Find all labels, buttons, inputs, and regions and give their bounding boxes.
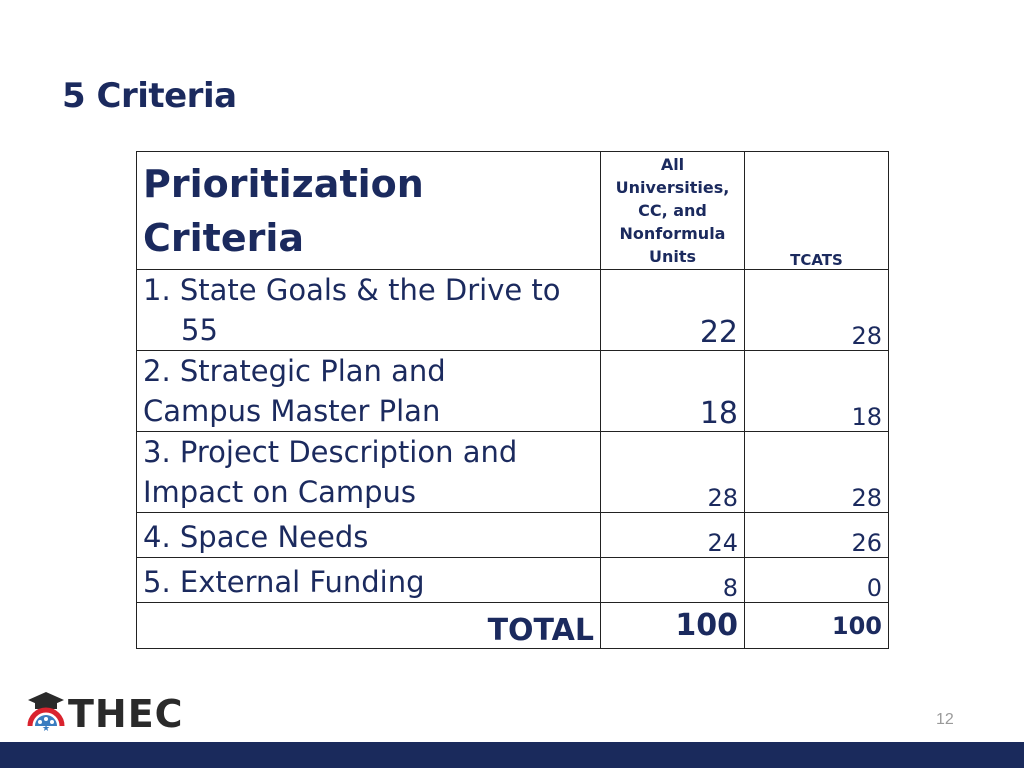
tcats-value: 26 (745, 513, 889, 558)
header-tcats: TCATS (745, 152, 889, 270)
table-header-row (137, 152, 889, 270)
total-label: TOTAL (137, 603, 601, 649)
slide-title: 5 Criteria (62, 76, 237, 116)
row-label-line2: Impact on Campus (143, 475, 417, 509)
row-label (137, 432, 601, 513)
table-row (137, 270, 889, 351)
thec-logo (26, 690, 184, 737)
graduation-cap-stars-icon (26, 690, 66, 737)
header-all-universities: All Universities, CC, and Nonformula Units (601, 152, 745, 270)
logo-text: THEC (68, 691, 184, 736)
tcats-value: 28 (745, 432, 889, 513)
universities-value: 22 (601, 270, 745, 351)
footer-bar (0, 742, 1024, 768)
header-prioritization-criteria: Prioritization Criteria (137, 152, 601, 270)
row-label-line1: 1. State Goals & the Drive to (143, 273, 561, 307)
tcats-value: 0 (745, 558, 889, 603)
row-label-line2: 55 (181, 313, 218, 347)
table-row (137, 513, 889, 558)
table-row (137, 432, 889, 513)
row-label (137, 270, 601, 351)
row-label (137, 351, 601, 432)
universities-value: 18 (601, 351, 745, 432)
page-number: 12 (936, 711, 954, 728)
universities-value: 24 (601, 513, 745, 558)
total-tcats: 100 (745, 603, 889, 649)
table-row (137, 558, 889, 603)
table-row (137, 351, 889, 432)
row-label-line1: 2. Strategic Plan and (143, 354, 446, 388)
total-universities: 100 (601, 603, 745, 649)
svg-text:★: ★ (42, 724, 51, 732)
universities-value: 28 (601, 432, 745, 513)
tcats-value: 28 (745, 270, 889, 351)
total-row (137, 603, 889, 649)
row-label: 4. Space Needs (137, 513, 601, 558)
universities-value: 8 (601, 558, 745, 603)
row-label-line2: Campus Master Plan (143, 394, 441, 428)
row-label-line1: 3. Project Description and (143, 435, 518, 469)
tcats-value: 18 (745, 351, 889, 432)
criteria-table (136, 151, 889, 649)
row-label: 5. External Funding (137, 558, 601, 603)
